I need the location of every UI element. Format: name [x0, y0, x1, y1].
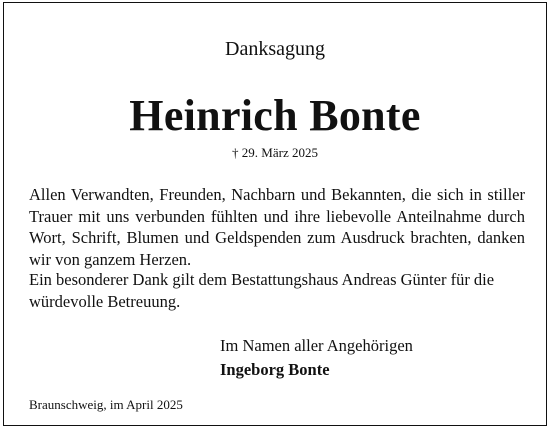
signature-name: Ingeborg Bonte	[220, 360, 330, 379]
obituary-thank-you-notice	[3, 2, 547, 426]
death-date: † 29. März 2025	[232, 145, 318, 160]
thank-you-paragraph: Allen Verwandten, Freunden, Nachbarn und Bekannten, die sich in stiller Trauer mit uns verbunden fühlten und ihre liebevolle Anteilnahme durch Wort, Schrift, Blumen und Geldspenden zum Ausdruck brachten, danken wir von ganzem Herzen.	[29, 185, 525, 269]
funeral-home-thanks-paragraph: Ein besonderer Dank gilt dem Bestattungshaus Andreas Günter für die würdevolle Betreuung.	[29, 270, 495, 311]
closing-line: Im Namen aller Angehörigen	[220, 336, 413, 355]
deceased-name: Heinrich Bonte	[129, 91, 421, 140]
place-and-date: Braunschweig, im April 2025	[29, 397, 183, 412]
notice-heading: Danksagung	[225, 38, 325, 60]
